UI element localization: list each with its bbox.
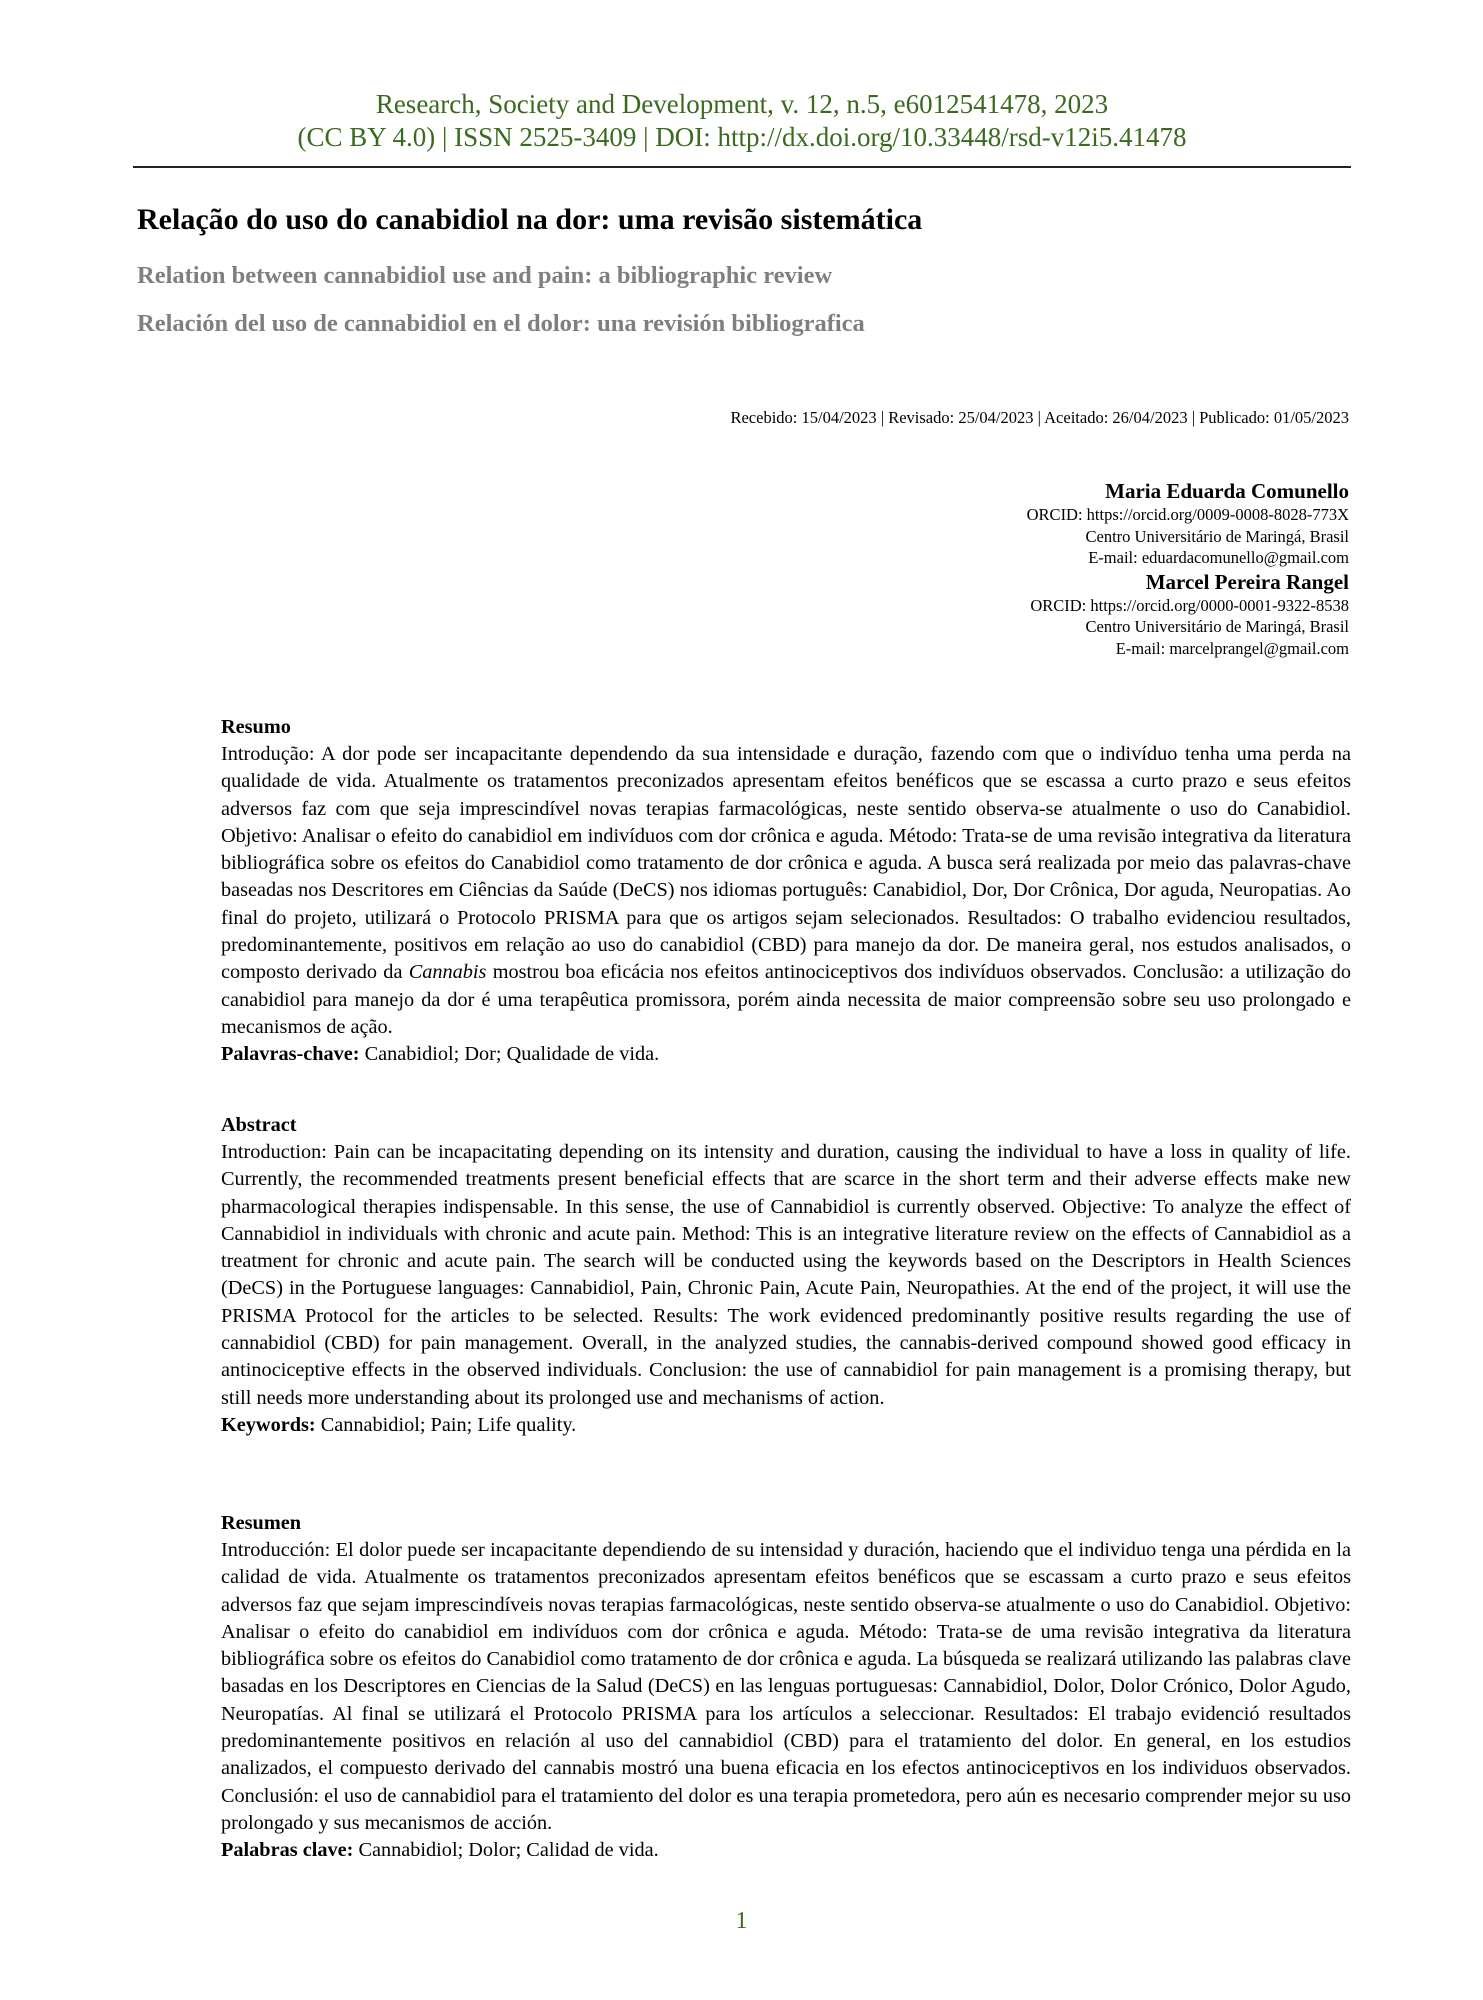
abstract-section	[221, 1112, 1351, 1439]
keywords-label: Keywords:	[221, 1413, 316, 1436]
keywords-label: Palavras-chave:	[221, 1043, 360, 1066]
title-portuguese: Relação do uso do canabidiol na dor: uma revisão sistemática	[137, 203, 923, 236]
keywords-label: Palabras clave:	[221, 1839, 354, 1862]
author-orcid[interactable]: ORCID: https://orcid.org/0000-0001-9322-8538	[1030, 595, 1349, 615]
author-entry	[1027, 569, 1349, 660]
resumen-section	[221, 1510, 1351, 1865]
author-affiliation: Centro Universitário de Maringá, Brasil	[1085, 526, 1349, 546]
abstract-body: Introduction: Pain can be incapacitating depending on its intensity and duration, causing the individual to have a loss in quality of life. Currently, the recommended treatments present beneficial effects that are scarce in the short term and their adverse effects make new pharmacological therapies indispensable. In this sense, the use of Cannabidiol is currently observed. Objective: To analyze the effect of Cannabidiol in individuals with chronic and acute pain. Method: This is an integrative literature review on the effects of Cannabidiol as a treatment for chronic and acute pain. The search will be conducted using the keywords based on the Descriptors in Health Sciences (DeCS) in the Portuguese languages: Cannabidiol, Pain, Chronic Pain, Acute Pain, Neuropathies. At the end of the project, it will use the PRISMA Protocol for the articles to be selected. Results: The work evidenced predominantly positive results regarding the use of cannabidiol (CBD) for pain management. Overall, in the analyzed studies, the cannabis-derived compound showed good efficacy in antinociceptive effects in the observed individuals. Conclusion: the use of cannabidiol for pain management is a promising therapy, but still needs more understanding about its prolonged use and mechanisms of action.	[221, 1141, 1351, 1409]
author-email[interactable]: E-mail: eduardacomunello@gmail.com	[1088, 548, 1349, 567]
resumo-text-1: Introdução: A dor pode ser incapacitante dependendo da sua intensidade e duração, fazendo com que o indivíduo tenha uma perda na qualidade de vida. Atualmente os tratamentos preconizados apresentam efeitos benéficos que se escassa a curto prazo e seus efeitos adversos faz com que seja imprescindível novas terapias farmacológicas, neste sentido observa-se atualmente o uso do Canabidiol. Objetivo: Analisar o efeito do canabidiol em indivíduos com dor crônica e aguda. Método: Trata-se de uma revisão integrativa da literatura bibliográfica sobre os efeitos do Canabidiol como tratamento de dor crônica e aguda. A busca será realizada por meio das palavras-chave baseadas nos Descritores em Ciências da Saúde (DeCS) nos idiomas português: Canabidiol, Dor, Dor Crônica, Dor aguda, Neuropatias. Ao final do projeto, utilizará o Protocolo PRISMA para que os artigos sejam selecionados. Resultados: O trabalho evidenciou resultados, predominantemente, positivos em relação ao uso do canabidiol (CBD) para manejo da dor. De maneira geral, nos estudos analisados, o composto derivado da	[221, 743, 1351, 984]
author-list	[1027, 478, 1349, 659]
title-english: Relation between cannabidiol use and pain: a bibliographic review	[137, 262, 833, 289]
author-name: Maria Eduarda Comunello	[1105, 479, 1349, 503]
keywords-values: Cannabidiol; Dolor; Calidad de vida.	[353, 1839, 659, 1862]
author-name: Marcel Pereira Rangel	[1145, 569, 1349, 594]
resumo-keywords	[221, 1041, 1351, 1068]
abstract-keywords	[221, 1412, 1351, 1439]
journal-license-doi: (CC BY 4.0) | ISSN 2525-3409 | DOI: http://dx.doi.org/10.33448/rsd-v12i5.41478	[297, 122, 1187, 152]
resumo-italic-term: Cannabis	[408, 961, 487, 984]
keywords-values: Canabidiol; Dor; Qualidade de vida.	[359, 1043, 660, 1066]
resumo-section	[221, 714, 1351, 1069]
resumen-heading: Resumen	[221, 1512, 301, 1534]
author-orcid[interactable]: ORCID: https://orcid.org/0009-0008-8028-773X	[1026, 505, 1349, 524]
header-divider	[133, 166, 1351, 168]
abstract-heading: Abstract	[221, 1114, 297, 1136]
journal-citation: Research, Society and Development, v. 12, n.5, e6012541478, 2023	[375, 89, 1109, 119]
journal-header	[133, 88, 1351, 154]
resumo-heading: Resumo	[221, 716, 291, 738]
page-number: 1	[735, 1908, 748, 1934]
author-affiliation: Centro Universitário de Maringá, Brasil	[1085, 617, 1349, 636]
resumen-body: Introducción: El dolor puede ser incapacitante dependiendo de su intensidad y duración, haciendo que el individuo tenga una pérdida en la calidad de vida. Atualmente os tratamentos preconizados apresentam efeitos benéficos que se escassam a curto prazo e seus efeitos adversos faz que sejam imprescindíveis novas terapias farmacológicas, neste sentido observa-se atualmente o uso do Canabidiol. Objetivo: Analisar o efeito do canabidiol em indivíduos com dor crônica e aguda. Método: Trata-se de uma revisão integrativa da literatura bibliográfica sobre os efeitos do Canabidiol como tratamento de dor crônica e aguda. La búsqueda se realizará utilizando las palabras clave basadas en los Descriptores en Ciencias de la Salud (DeCS) en las lenguas portuguesas: Cannabidiol, Dolor, Dolor Crónico, Dolor Agudo, Neuropatías. Al final se utilizará el Protocolo PRISMA para los artículos a seleccionar. Resultados: El trabajo evidenció resultados predominantemente positivos en relación al uso del cannabidiol (CBD) para el tratamiento del dolor. En general, en los estudios analizados, el compuesto derivado del cannabis mostró una buena eficacia en los efectos antinociceptivos en los individuos observados. Conclusión: el uso de cannabidiol para el tratamiento del dolor es una terapia prometedora, pero aún es necesario comprender mejor su uso prolongado y sus mecanismos de acción.	[221, 1539, 1351, 1834]
author-email[interactable]: E-mail: marcelprangel@gmail.com	[1115, 638, 1349, 658]
keywords-values: Cannabidiol; Pain; Life quality.	[315, 1413, 577, 1436]
resumen-keywords	[221, 1837, 1351, 1864]
submission-dates: Recebido: 15/04/2023 | Revisado: 25/04/2023 | Aceitado: 26/04/2023 | Publicado: 01/05/2023	[730, 408, 1349, 427]
title-spanish: Relación del uso de cannabidiol en el dolor: una revisión bibliografica	[137, 310, 865, 337]
resumo-text-2: mostrou boa eficácia nos efeitos antinociceptivos dos indivíduos observados. Conclusão: a utilização do canabidiol para manejo da dor é uma terapêutica promissora, porém ainda necessita de maior compreensão sobre seu uso prolongado e mecanismos de ação.	[221, 961, 1351, 1038]
resumo-body	[221, 741, 1351, 1041]
author-entry	[1027, 478, 1349, 569]
